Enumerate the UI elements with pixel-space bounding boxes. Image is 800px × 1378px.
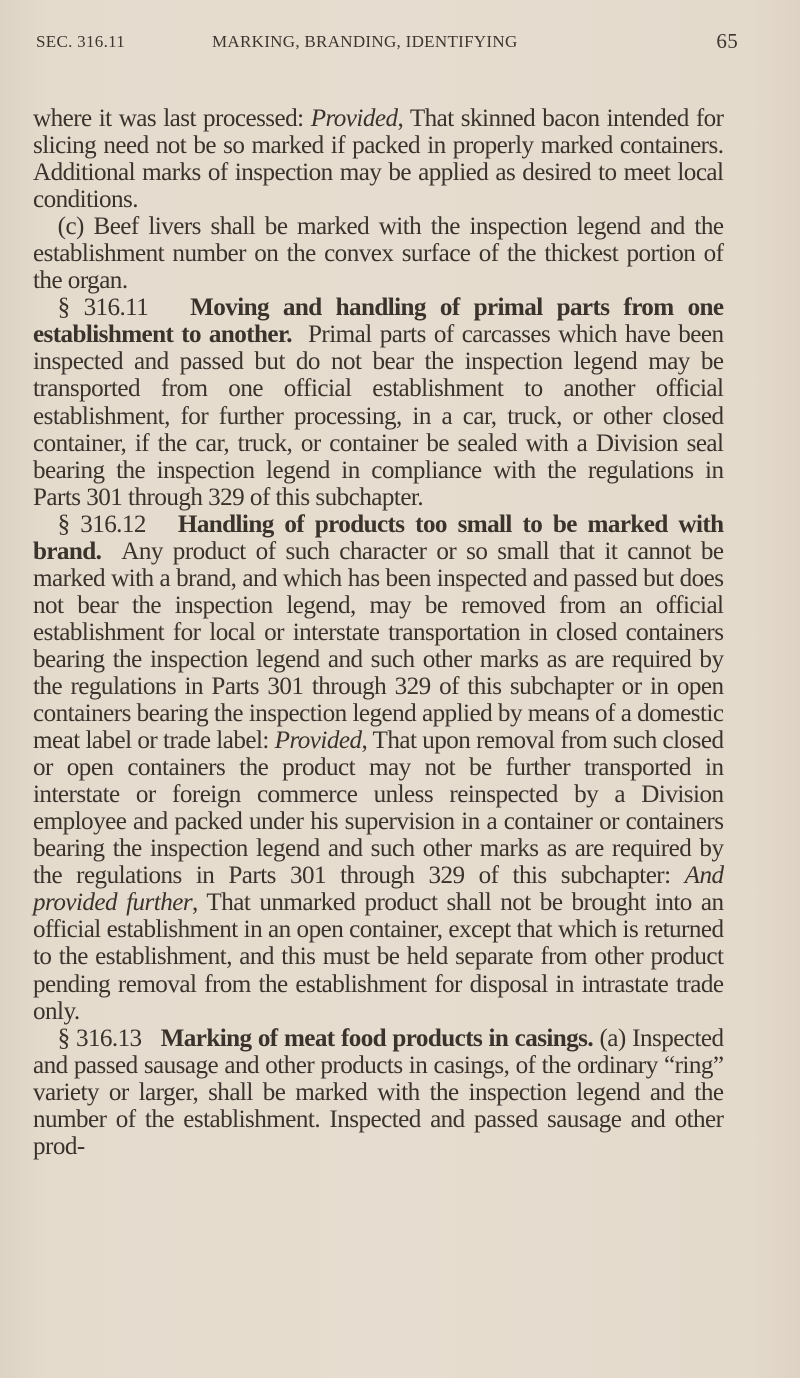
section-316-13 xyxy=(33,1024,723,1159)
body-text xyxy=(33,104,723,1159)
paragraph-bacon xyxy=(33,104,723,212)
paragraph-beef-livers xyxy=(33,212,723,293)
section-body: , That unmarked product shall not be brought into an official establishment in an open container, except that which is returned to the establishment, and this must be held separate from other product pending removal from the establishment for disposal in intrastate trade only. xyxy=(33,887,724,1025)
text-run: where it was last processed: xyxy=(33,103,311,132)
section-title: Marking of meat food products in casings. xyxy=(160,1022,594,1052)
section-title: Handling of products too small to be marked with brand. xyxy=(33,508,724,565)
section-number: § 316.12 xyxy=(57,508,146,538)
section-heading xyxy=(58,1023,593,1052)
section-316-11 xyxy=(33,293,723,509)
section-reference: SEC. 316.11 xyxy=(36,32,126,51)
text-run: (c) Beef livers shall be marked with the inspection legend and the establishment number on the convex surface of the thickest portion of the organ. xyxy=(33,211,724,295)
italic-provided: Provided xyxy=(274,725,362,755)
page-number: 65 xyxy=(716,29,738,53)
section-316-12 xyxy=(33,510,723,1024)
chapter-title: MARKING, BRANDING, IDENTIFYING xyxy=(212,32,518,51)
italic-provided: Provided xyxy=(310,103,398,132)
text-run: , That skinned bacon intended for slicing need not be so marked if packed in properly marked containers. Additional marks of inspection may be applied as desired to meet local conditions. xyxy=(33,103,724,214)
running-head xyxy=(36,29,738,56)
section-number: § 316.11 xyxy=(57,292,149,322)
section-body: Primal parts of carcasses which have been inspected and passed but do not bear the inspection legend may be transported from one official establishment to another official establishment, for further processing, in a car, truck, or other closed container, if the car, truck, or container be sealed with a Division seal bearing the inspection legend in compliance with the regulations in Parts 301 through 329 of this subchapter. xyxy=(33,319,724,511)
section-title: Moving and handling of primal parts from one establishment to another. xyxy=(33,292,724,349)
section-body: (a) Inspected and passed sausage and other products in casings, of the ordinary “ring” variety or larger, shall be marked with the inspection legend and the number of the establishment. Inspected and passed sausage and other prod- xyxy=(33,1022,724,1160)
italic-provided-further: And provided further xyxy=(33,860,724,917)
section-body: Any product of such character or so small that it cannot be marked with a brand, and which has been inspected and passed but does not bear the inspection legend, may be removed from an official establishment for local or interstate transportation in closed containers bearing the inspection legend and such other marks as are required by the regulations in Parts 301 through 329 of this subchapter or in open containers bearing the inspection legend applied by means of a domestic meat label or trade label: xyxy=(33,535,724,755)
section-number: § 316.13 xyxy=(57,1022,142,1052)
section-body: , That upon removal from such closed or open containers the product may not be further transported in interstate or foreign commerce unless reinspected by a Division employee and packed under his supervision in a container or containers bearing the inspection legend and such other marks as are required by the regulations in Parts 301 through 329 of this subchapter: xyxy=(33,725,724,890)
